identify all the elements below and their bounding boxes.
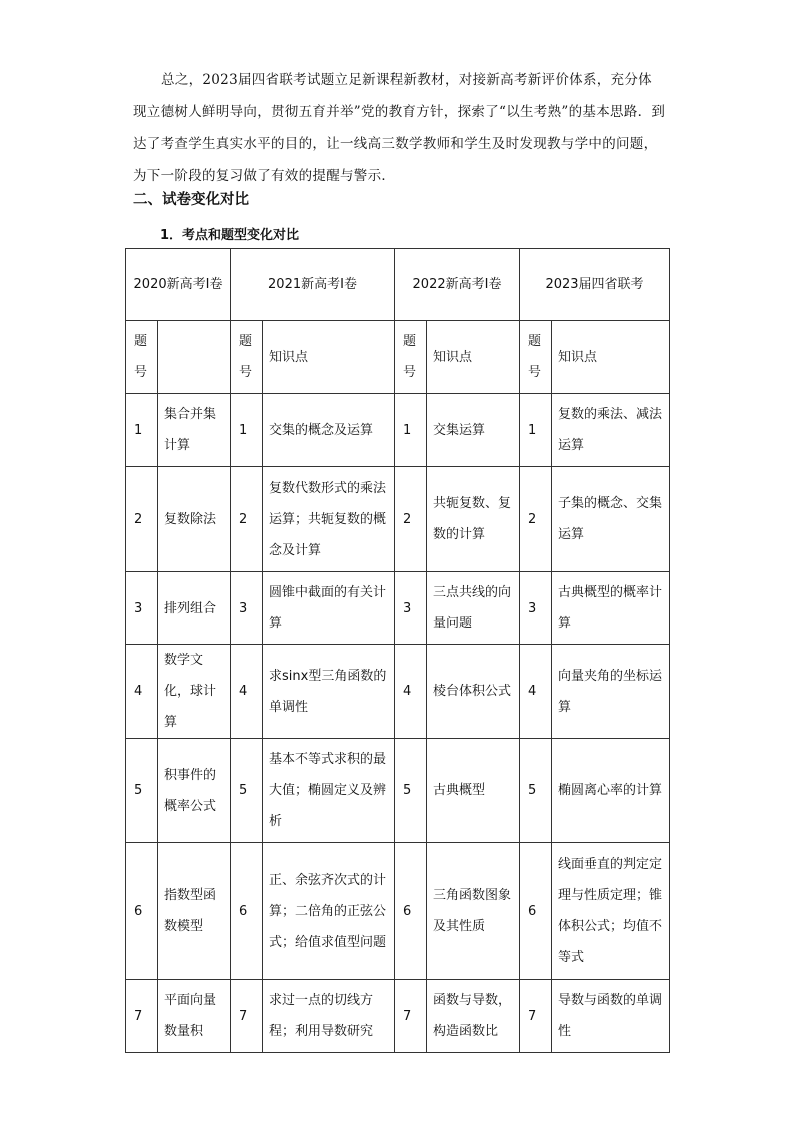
table-row <box>126 394 670 467</box>
question-number: 5 <box>520 739 552 843</box>
comparison-table <box>125 248 670 1053</box>
topic-2021: 基本不等式求积的最大值；椭圆定义及辨析 <box>263 739 395 843</box>
intro-line: 总之，2023届四省联考试题立足新课程新教材，对接新高考新评价体系，充分体 <box>161 72 652 88</box>
topic-2023: 导数与函数的单调性 <box>552 980 670 1053</box>
intro-paragraph <box>133 64 673 192</box>
topic-2023: 线面垂直的判定定理与性质定理；锥体积公式；均值不等式 <box>552 843 670 980</box>
question-number: 1 <box>126 394 158 467</box>
question-number: 4 <box>231 645 263 739</box>
question-number-header: 题号 <box>395 321 427 394</box>
question-number-header: 题号 <box>231 321 263 394</box>
question-number: 1 <box>231 394 263 467</box>
question-number-header: 题号 <box>520 321 552 394</box>
table-row <box>126 467 670 572</box>
question-number-header: 题号 <box>126 321 158 394</box>
topic-2023: 椭圆离心率的计算 <box>552 739 670 843</box>
question-number: 2 <box>520 467 552 572</box>
intro-line: 为下一阶段的复习做了有效的提醒与警示． <box>133 168 396 184</box>
question-number: 2 <box>231 467 263 572</box>
exam-2022-header: 2022新高考Ⅰ卷 <box>395 249 520 321</box>
intro-line: 现立德树人鲜明导向，贯彻五育并举”党的教育方针，探索了“以生考熟”的基本思路．到 <box>133 104 666 120</box>
question-number: 7 <box>395 980 427 1053</box>
table-row <box>126 572 670 645</box>
question-number: 3 <box>126 572 158 645</box>
empty-header-cell <box>158 321 231 394</box>
topic-2021: 圆锥中截面的有关计算 <box>263 572 395 645</box>
question-number: 4 <box>520 645 552 739</box>
topic-2022: 棱台体积公式 <box>427 645 520 739</box>
question-number: 5 <box>395 739 427 843</box>
table-row <box>126 980 670 1053</box>
table-row <box>126 739 670 843</box>
question-number: 4 <box>126 645 158 739</box>
question-number: 3 <box>520 572 552 645</box>
topic-2021: 复数代数形式的乘法运算；共轭复数的概念及计算 <box>263 467 395 572</box>
question-number: 2 <box>395 467 427 572</box>
question-number: 5 <box>126 739 158 843</box>
question-number: 1 <box>520 394 552 467</box>
subsection-heading: 1．考点和题型变化对比 <box>160 228 300 243</box>
topic-header: 知识点 <box>427 321 520 394</box>
question-number: 4 <box>395 645 427 739</box>
topic-2020: 集合并集计算 <box>158 394 231 467</box>
table-row <box>126 843 670 980</box>
topic-2020: 积事件的概率公式 <box>158 739 231 843</box>
topic-header: 知识点 <box>263 321 395 394</box>
topic-2021: 求过一点的切线方程；利用导数研究 <box>263 980 395 1053</box>
question-number: 7 <box>520 980 552 1053</box>
exam-2023-header: 2023届四省联考 <box>520 249 670 321</box>
topic-2021: 交集的概念及运算 <box>263 394 395 467</box>
topic-2023: 古典概型的概率计算 <box>552 572 670 645</box>
question-number: 2 <box>126 467 158 572</box>
question-number: 7 <box>231 980 263 1053</box>
header-row <box>126 249 670 321</box>
question-number: 6 <box>231 843 263 980</box>
topic-2022: 共轭复数、复数的计算 <box>427 467 520 572</box>
topic-2020: 指数型函数模型 <box>158 843 231 980</box>
topic-2020: 复数除法 <box>158 467 231 572</box>
topic-2020: 数学文化，球计算 <box>158 645 231 739</box>
topic-2020: 排列组合 <box>158 572 231 645</box>
topic-2022: 三角函数图象及其性质 <box>427 843 520 980</box>
question-number: 1 <box>395 394 427 467</box>
question-number: 3 <box>395 572 427 645</box>
question-number: 7 <box>126 980 158 1053</box>
question-number: 6 <box>126 843 158 980</box>
topic-2020: 平面向量数量积 <box>158 980 231 1053</box>
question-number: 6 <box>520 843 552 980</box>
topic-2022: 函数与导数，构造函数比 <box>427 980 520 1053</box>
topic-2022: 古典概型 <box>427 739 520 843</box>
topic-2022: 交集运算 <box>427 394 520 467</box>
exam-2020-header: 2020新高考Ⅰ卷 <box>126 249 231 321</box>
question-number: 3 <box>231 572 263 645</box>
topic-2023: 复数的乘法、减法运算 <box>552 394 670 467</box>
table-row <box>126 645 670 739</box>
topic-header: 知识点 <box>552 321 670 394</box>
question-number: 5 <box>231 739 263 843</box>
intro-line: 达了考查学生真实水平的目的，让一线高三数学教师和学生及时发现教与学中的问题， <box>133 136 658 152</box>
section-heading: 二、试卷变化对比 <box>133 192 249 208</box>
topic-2022: 三点共线的向量问题 <box>427 572 520 645</box>
question-number: 6 <box>395 843 427 980</box>
topic-2023: 子集的概念、交集运算 <box>552 467 670 572</box>
topic-2021: 正、余弦齐次式的计算；二倍角的正弦公式；给值求值型问题 <box>263 843 395 980</box>
topic-2021: 求sinx型三角函数的单调性 <box>263 645 395 739</box>
exam-2021-header: 2021新高考Ⅰ卷 <box>231 249 395 321</box>
topic-2023: 向量夹角的坐标运算 <box>552 645 670 739</box>
subheader-row <box>126 321 670 394</box>
